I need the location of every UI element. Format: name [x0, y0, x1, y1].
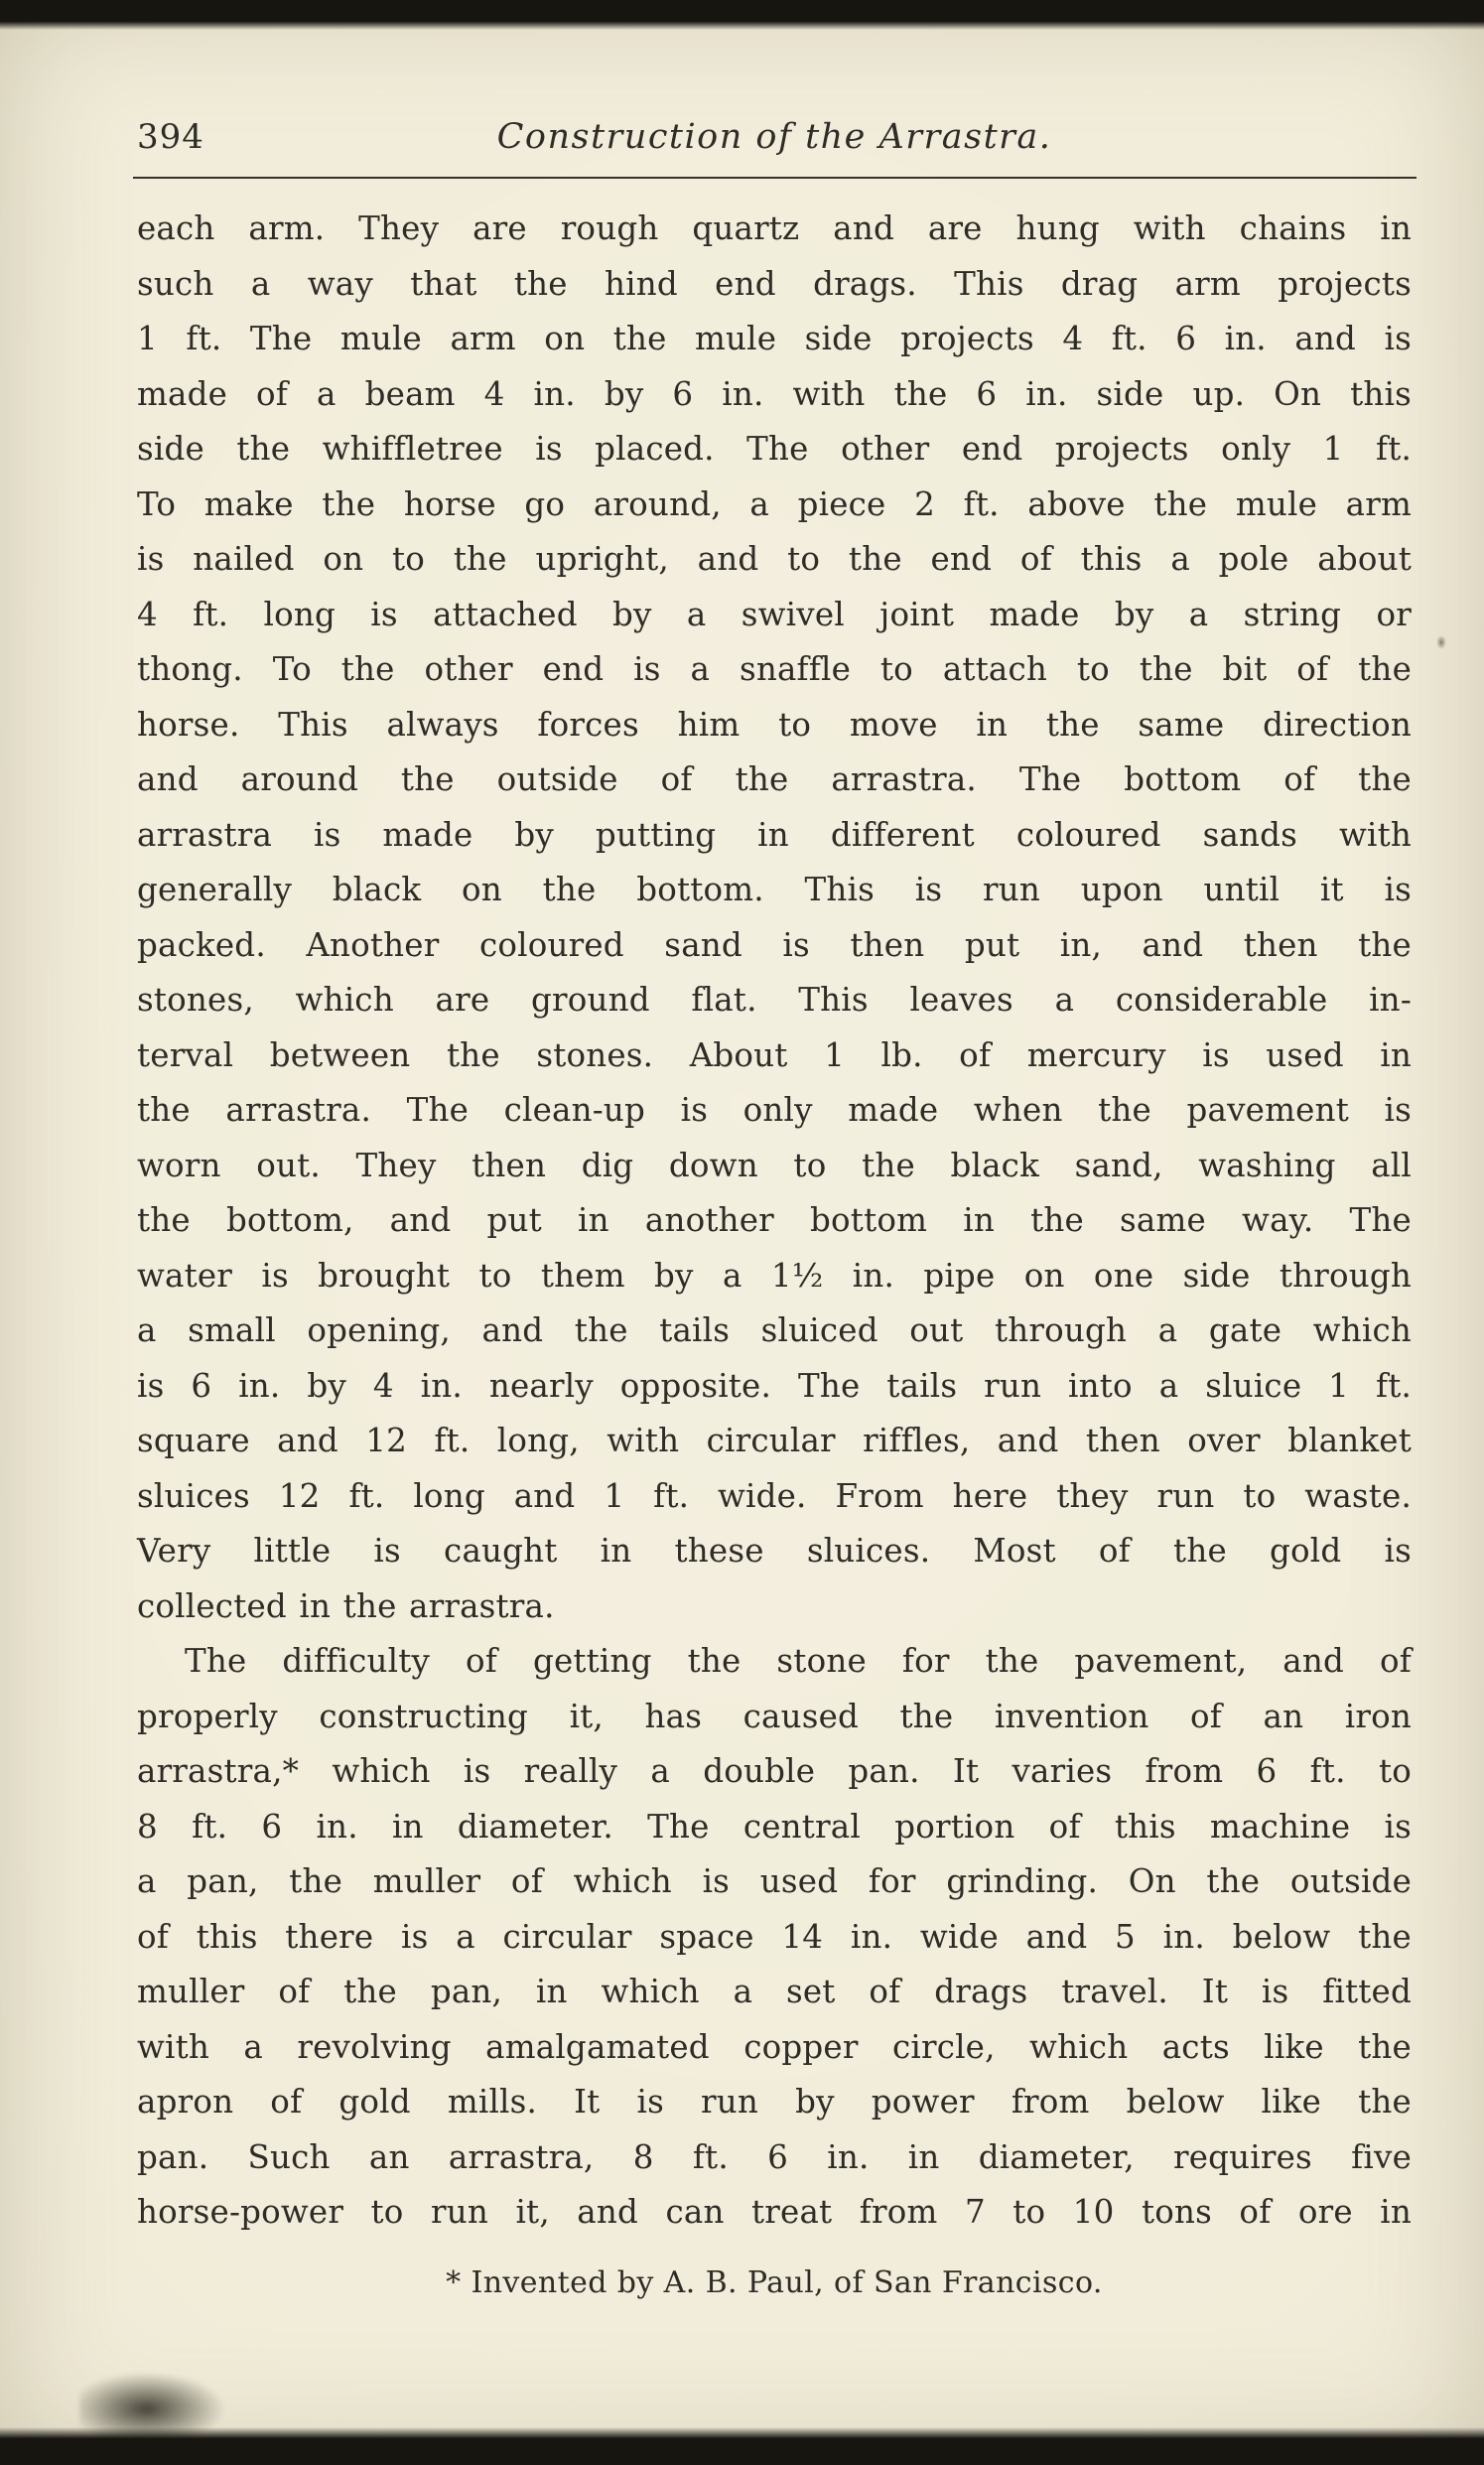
scan-edge-bottom — [0, 2427, 1484, 2465]
body-text — [137, 202, 1412, 2241]
text-line: water is brought to them by a 1½ in. pipe on one side through — [137, 1256, 1412, 1295]
text-line: and around the outside of the arrastra. The bottom of the — [137, 760, 1412, 798]
text-line: pan. Such an arrastra, 8 ft. 6 in. in diameter, requires five — [137, 2137, 1412, 2176]
text-line: The difficulty of getting the stone for the pavement, and of — [185, 1642, 1412, 1680]
text-line: collected in the arrastra. — [137, 1586, 555, 1625]
text-line: with a revolving amalgamated copper circle, which acts like the — [137, 2027, 1412, 2066]
text-line: Very little is caught in these sluices. Most of the gold is — [137, 1532, 1412, 1570]
text-line: side the whiffletree is placed. The other end projects only 1 ft. — [137, 430, 1412, 468]
scan-speck — [1436, 635, 1446, 649]
text-line: packed. Another coloured sand is then put in, and then the — [137, 925, 1412, 964]
text-line: worn out. They then dig down to the black sand, washing all — [137, 1146, 1412, 1184]
text-line: of this there is a circular space 14 in. wide and 5 in. below the — [137, 1917, 1412, 1956]
text-line: thong. To the other end is a snaffle to attach to the bit of the — [137, 650, 1412, 688]
text-line: the bottom, and put in another bottom in the same way. The — [137, 1201, 1412, 1239]
text-line: is nailed on to the upright, and to the end of this a pole about — [137, 540, 1412, 578]
text-line: arrastra,* which is really a double pan. It varies from 6 ft. to — [137, 1752, 1412, 1790]
text-line: stones, which are ground flat. This leaves a considerable in- — [137, 981, 1412, 1019]
running-header: Construction of the Arrastra. — [496, 117, 1052, 157]
text-line: properly constructing it, has caused the invention of an iron — [137, 1697, 1412, 1735]
text-line: horse. This always forces him to move in the same direction — [137, 705, 1412, 744]
text-line: each arm. They are rough quartz and are hung with chains in — [137, 209, 1412, 247]
text-line: made of a beam 4 in. by 6 in. with the 6 in. side up. On this — [137, 374, 1412, 413]
scan-edge-top — [0, 0, 1484, 30]
text-line: the arrastra. The clean-up is only made when the pavement is — [137, 1091, 1412, 1129]
text-line: terval between the stones. About 1 lb. of mercury is used in — [137, 1035, 1412, 1074]
text-line: 4 ft. long is attached by a swivel joint made by a string or — [137, 595, 1412, 633]
header-rule — [133, 177, 1417, 179]
text-line: a small opening, and the tails sluiced out through a gate which — [137, 1311, 1412, 1349]
text-line: apron of gold mills. It is run by power from below like the — [137, 2083, 1412, 2121]
text-line: is 6 in. by 4 in. nearly opposite. The tails run into a sluice 1 ft. — [137, 1366, 1412, 1405]
text-line: arrastra is made by putting in different coloured sands with — [137, 815, 1412, 854]
text-line: a pan, the muller of which is used for grinding. On the outside — [137, 1862, 1412, 1900]
text-line: To make the horse go around, a piece 2 ft. above the mule arm — [137, 484, 1412, 523]
text-line: horse-power to run it, and can treat from 7 to 10 tons of ore in — [137, 2193, 1412, 2231]
text-line: 8 ft. 6 in. in diameter. The central portion of this machine is — [137, 1807, 1412, 1846]
page-number: 394 — [137, 117, 204, 157]
text-line: sluices 12 ft. long and 1 ft. wide. From here they run to waste. — [137, 1476, 1412, 1515]
text-line: muller of the pan, in which a set of drags travel. It is fitted — [137, 1973, 1412, 2010]
text-line: generally black on the bottom. This is run upon until it is — [137, 871, 1412, 908]
text-line: such a way that the hind end drags. This drag arm projects — [137, 264, 1412, 303]
page-header — [137, 117, 1412, 165]
footnote: * Invented by A. B. Paul, of San Francisco. — [446, 2265, 1103, 2300]
text-line: 1 ft. The mule arm on the mule side projects 4 ft. 6 in. and is — [137, 320, 1412, 357]
text-line: square and 12 ft. long, with circular riffles, and then over blanket — [137, 1422, 1412, 1459]
